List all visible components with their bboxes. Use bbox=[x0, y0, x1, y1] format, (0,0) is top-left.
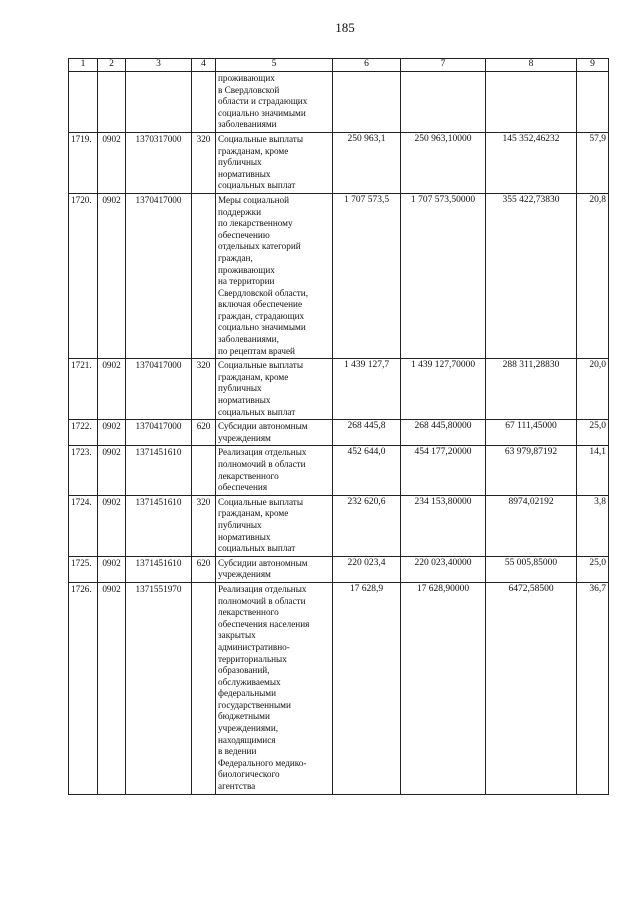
row-number: 1724. bbox=[69, 495, 98, 556]
row-col9: 25,0 bbox=[577, 556, 609, 582]
row-col8: 55 005,85000 bbox=[486, 556, 577, 582]
row-name: Социальные выплаты гражданам, кроме публичных нормативных социальных выплат bbox=[216, 495, 333, 556]
table-row bbox=[69, 446, 609, 495]
column-header: 4 bbox=[192, 59, 216, 72]
row-name: Социальные выплаты гражданам, кроме публичных нормативных социальных выплат bbox=[216, 359, 333, 420]
row-target-code: 1371451610 bbox=[126, 556, 192, 582]
row-col9: 14,1 bbox=[577, 446, 609, 495]
row-section: 0902 bbox=[98, 132, 126, 193]
row-section: 0902 bbox=[98, 420, 126, 446]
row-number: 1722. bbox=[69, 420, 98, 446]
table-row bbox=[69, 132, 609, 193]
row-col8: 67 111,45000 bbox=[486, 420, 577, 446]
row-col9: 36,7 bbox=[577, 582, 609, 794]
row-target-code: 1370417000 bbox=[126, 420, 192, 446]
row-number: 1725. bbox=[69, 556, 98, 582]
row-section: 0902 bbox=[98, 193, 126, 358]
column-header: 3 bbox=[126, 59, 192, 72]
row-col7: 220 023,40000 bbox=[401, 556, 486, 582]
row-section: 0902 bbox=[98, 556, 126, 582]
table-row-continuation bbox=[69, 72, 609, 133]
page-number: 185 bbox=[335, 20, 355, 35]
row-col6: 17 628,9 bbox=[333, 582, 401, 794]
row-expense-type: 320 bbox=[192, 495, 216, 556]
row-col9: 20,8 bbox=[577, 193, 609, 358]
row-col7: 17 628,90000 bbox=[401, 582, 486, 794]
row-target-code: 1371551970 bbox=[126, 582, 192, 794]
row-col6: 1 707 573,5 bbox=[333, 193, 401, 358]
row-col6: 452 644,0 bbox=[333, 446, 401, 495]
row-expense-type bbox=[192, 446, 216, 495]
column-header: 9 bbox=[577, 59, 609, 72]
row-col9: 3,8 bbox=[577, 495, 609, 556]
table-row bbox=[69, 359, 609, 420]
row-target-code: 1370417000 bbox=[126, 193, 192, 358]
row-col7: 454 177,20000 bbox=[401, 446, 486, 495]
row-col8: 63 979,87192 bbox=[486, 446, 577, 495]
row-col6: 250 963,1 bbox=[333, 132, 401, 193]
row-section: 0902 bbox=[98, 495, 126, 556]
row-col8: 8974,02192 bbox=[486, 495, 577, 556]
column-header: 5 bbox=[216, 59, 333, 72]
row-expense-type bbox=[192, 193, 216, 358]
row-col9: 57,9 bbox=[577, 132, 609, 193]
row-col9: 20,0 bbox=[577, 359, 609, 420]
row-col8: 145 352,46232 bbox=[486, 132, 577, 193]
column-header: 2 bbox=[98, 59, 126, 72]
row-number: 1723. bbox=[69, 446, 98, 495]
column-header: 6 bbox=[333, 59, 401, 72]
row-col7: 268 445,80000 bbox=[401, 420, 486, 446]
row-target-code: 1371451610 bbox=[126, 446, 192, 495]
row-section: 0902 bbox=[98, 359, 126, 420]
row-col6: 268 445,8 bbox=[333, 420, 401, 446]
row-name: проживающих в Свердловской области и страдающих социально значимыми заболеваниями bbox=[216, 72, 333, 133]
row-section: 0902 bbox=[98, 582, 126, 794]
row-col8: 355 422,73830 bbox=[486, 193, 577, 358]
row-target-code: 1371451610 bbox=[126, 495, 192, 556]
row-col8: 6472,58500 bbox=[486, 582, 577, 794]
row-col6: 1 439 127,7 bbox=[333, 359, 401, 420]
row-name: Социальные выплаты гражданам, кроме публичных нормативных социальных выплат bbox=[216, 132, 333, 193]
column-header: 7 bbox=[401, 59, 486, 72]
row-target-code: 1370317000 bbox=[126, 132, 192, 193]
column-header: 1 bbox=[69, 59, 98, 72]
row-col8: 288 311,28830 bbox=[486, 359, 577, 420]
row-col7: 250 963,10000 bbox=[401, 132, 486, 193]
row-section: 0902 bbox=[98, 446, 126, 495]
table-row bbox=[69, 556, 609, 582]
row-col6: 232 620,6 bbox=[333, 495, 401, 556]
row-number: 1719. bbox=[69, 132, 98, 193]
row-col7: 234 153,80000 bbox=[401, 495, 486, 556]
row-col7: 1 439 127,70000 bbox=[401, 359, 486, 420]
row-name: Субсидии автономным учреждениям bbox=[216, 556, 333, 582]
row-expense-type: 620 bbox=[192, 420, 216, 446]
row-name: Субсидии автономным учреждениям bbox=[216, 420, 333, 446]
row-number: 1720. bbox=[69, 193, 98, 358]
row-expense-type: 320 bbox=[192, 132, 216, 193]
table-row bbox=[69, 420, 609, 446]
row-name: Меры социальной поддержки по лекарственному обеспечению отдельных категорий граждан, проживающих на территории Свердловской области, включая обеспечение граждан, страдающих социально значимыми заболеваниями, по рецептам врачей bbox=[216, 193, 333, 358]
row-col7: 1 707 573,50000 bbox=[401, 193, 486, 358]
row-name: Реализация отдельных полномочий в области лекарственного обеспечения населения закрытых административно- территориальных образований, обслуживаемых федеральными государственными бюджетными учреждениями, находящимися в ведении Федерального медико- биологического агентства bbox=[216, 582, 333, 794]
budget-table bbox=[68, 58, 609, 795]
table-row bbox=[69, 193, 609, 358]
row-expense-type: 320 bbox=[192, 359, 216, 420]
row-number: 1726. bbox=[69, 582, 98, 794]
row-col6: 220 023,4 bbox=[333, 556, 401, 582]
table-header bbox=[69, 59, 609, 72]
row-expense-type bbox=[192, 582, 216, 794]
row-expense-type: 620 bbox=[192, 556, 216, 582]
column-header: 8 bbox=[486, 59, 577, 72]
table-row bbox=[69, 582, 609, 794]
row-target-code: 1370417000 bbox=[126, 359, 192, 420]
row-number: 1721. bbox=[69, 359, 98, 420]
table-row bbox=[69, 495, 609, 556]
row-col9: 25,0 bbox=[577, 420, 609, 446]
row-name: Реализация отдельных полномочий в области лекарственного обеспечения bbox=[216, 446, 333, 495]
